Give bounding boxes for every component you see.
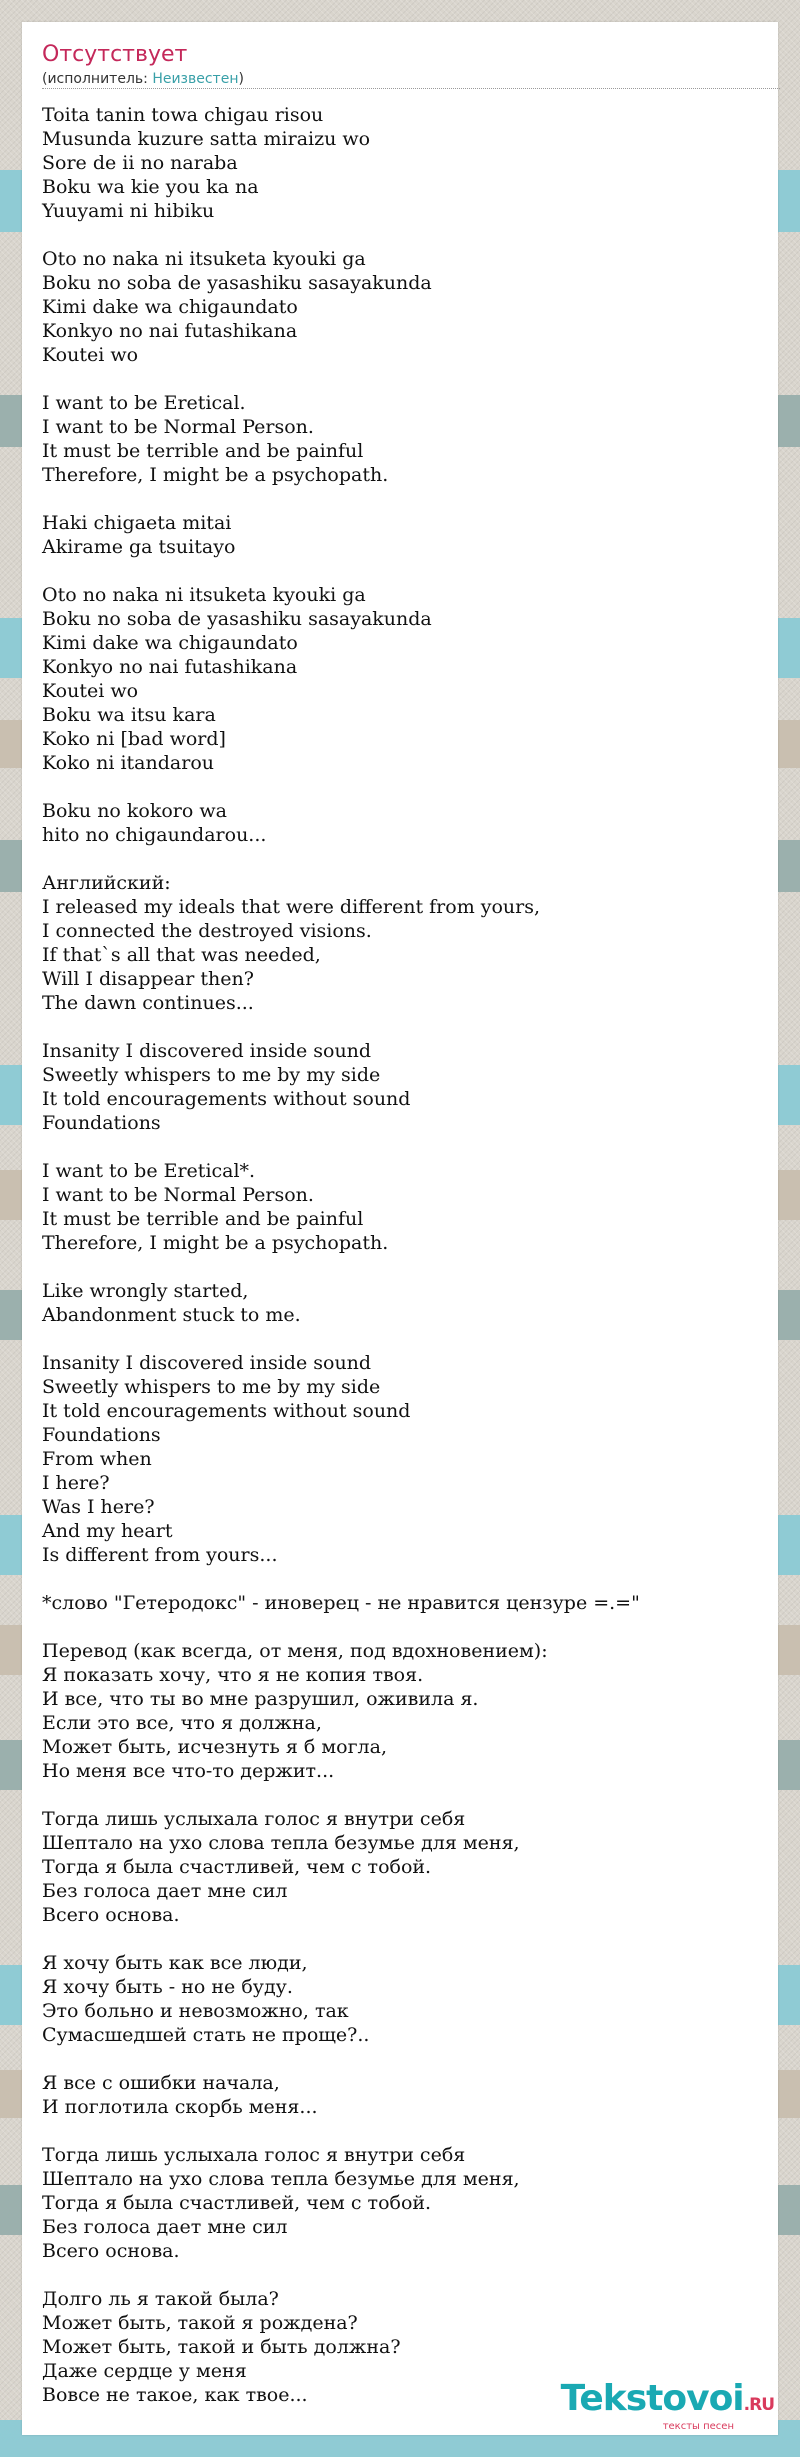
lyric-line: И все, что ты во мне разрушил, оживила я. bbox=[42, 1688, 479, 1710]
artist-prefix: (исполнитель: bbox=[42, 71, 153, 87]
lyric-line: Sore de ii no naraba bbox=[42, 152, 238, 174]
stanza-break bbox=[42, 2263, 762, 2287]
stanza-break bbox=[42, 487, 762, 511]
lyric-line: Therefore, I might be a psychopath. bbox=[42, 1232, 389, 1254]
lyric-line: Insanity I discovered inside sound bbox=[42, 1040, 372, 1062]
lyric-line: Boku no kokoro wa bbox=[42, 800, 227, 822]
lyric-line: The dawn continues... bbox=[42, 992, 254, 1014]
lyric-line: It must be terrible and be painful bbox=[42, 1208, 364, 1230]
lyric-line: Без голоса дает мне сил bbox=[42, 2216, 288, 2238]
stanza-break bbox=[42, 2119, 762, 2143]
lyric-line: Boku wa itsu kara bbox=[42, 704, 216, 726]
lyric-line: Foundations bbox=[42, 1112, 161, 1134]
lyric-line: It must be terrible and be painful bbox=[42, 440, 364, 462]
lyric-line: Тогда я была счастливей, чем с тобой. bbox=[42, 1856, 432, 1878]
lyric-line: Может быть, исчезнуть я б могла, bbox=[42, 1736, 387, 1758]
lyric-line: Boku no soba de yasashiku sasayakunda bbox=[42, 272, 432, 294]
stanza-break bbox=[42, 775, 762, 799]
lyric-line: Koutei wo bbox=[42, 344, 139, 366]
lyric-line: Но меня все что-то держит... bbox=[42, 1760, 335, 1782]
lyric-line: Может быть, такой я рождена? bbox=[42, 2312, 358, 2334]
lyric-line: Koutei wo bbox=[42, 680, 139, 702]
lyrics-card bbox=[22, 22, 778, 2435]
lyric-line: Долго ль я такой была? bbox=[42, 2288, 279, 2310]
artist-suffix: ) bbox=[238, 71, 244, 87]
lyric-line: Тогда лишь услыхала голос я внутри себя bbox=[42, 2144, 466, 2166]
lyric-line: I connected the destroyed visions. bbox=[42, 920, 372, 942]
lyric-line: Haki chigaeta mitai bbox=[42, 512, 232, 534]
lyric-line: And my heart bbox=[42, 1520, 173, 1542]
stanza-break bbox=[42, 1927, 762, 1951]
lyric-line: Сумасшедшей стать не проще?.. bbox=[42, 2024, 370, 2046]
lyric-line: Всего основа. bbox=[42, 1904, 180, 1926]
lyric-line: Is different from yours... bbox=[42, 1544, 278, 1566]
lyric-line: I want to be Normal Person. bbox=[42, 1184, 314, 1206]
stanza-break bbox=[42, 1567, 762, 1591]
lyric-line: Konkyo no nai futashikana bbox=[42, 656, 298, 678]
lyric-line: I released my ideals that were different from yours, bbox=[42, 896, 541, 918]
lyric-line: Без голоса дает мне сил bbox=[42, 1880, 288, 1902]
lyric-line: Will I disappear then? bbox=[42, 968, 254, 990]
logo-wordmark bbox=[561, 2379, 774, 2425]
lyric-line: Всего основа. bbox=[42, 2240, 180, 2262]
lyric-line: Шептало на ухо слова тепла безумье для меня, bbox=[42, 2168, 520, 2190]
lyric-line: Шептало на ухо слова тепла безумье для меня, bbox=[42, 1832, 520, 1854]
header-divider bbox=[42, 88, 780, 89]
lyric-line: Toita tanin towa chigau risou bbox=[42, 104, 324, 126]
lyric-line: Я хочу быть как все люди, bbox=[42, 1952, 308, 1974]
lyric-line: If that`s all that was needed, bbox=[42, 944, 321, 966]
lyric-line: Boku wa kie you ka na bbox=[42, 176, 259, 198]
stanza-break bbox=[42, 1255, 762, 1279]
stanza-break bbox=[42, 1615, 762, 1639]
stanza-break bbox=[42, 223, 762, 247]
lyric-line: Тогда я была счастливей, чем с тобой. bbox=[42, 2192, 432, 2214]
stanza-break bbox=[42, 559, 762, 583]
lyric-line: Like wrongly started, bbox=[42, 1280, 249, 1302]
stanza-break bbox=[42, 2047, 762, 2071]
lyric-line: Я показать хочу, что я не копия твоя. bbox=[42, 1664, 424, 1686]
artist-line bbox=[42, 70, 244, 88]
stanza-break bbox=[42, 1783, 762, 1807]
lyric-line: Therefore, I might be a psychopath. bbox=[42, 464, 389, 486]
lyric-line: Konkyo no nai futashikana bbox=[42, 320, 298, 342]
lyric-line: Koko ni [bad word] bbox=[42, 728, 226, 750]
lyric-line: Musunda kuzure satta miraizu wo bbox=[42, 128, 371, 150]
lyric-line: I here? bbox=[42, 1472, 110, 1494]
lyric-line: Abandonment stuck to me. bbox=[42, 1304, 301, 1326]
lyric-line: Kimi dake wa chigaundato bbox=[42, 296, 298, 318]
lyric-line: Я хочу быть - но не буду. bbox=[42, 1976, 293, 1998]
lyric-line: Oto no naka ni itsuketa kyouki ga bbox=[42, 584, 366, 606]
stanza-break bbox=[42, 367, 762, 391]
lyric-line: И поглотила скорбь меня... bbox=[42, 2096, 318, 2118]
lyric-line: Если это все, что я должна, bbox=[42, 1712, 322, 1734]
logo-name: Tekstovoi bbox=[560, 2378, 744, 2419]
lyric-line: Вовсе не такое, как твое... bbox=[42, 2384, 308, 2406]
lyric-line: hito no chigaundarou... bbox=[42, 824, 267, 846]
site-logo[interactable] bbox=[561, 2379, 774, 2433]
stanza-break bbox=[42, 1015, 762, 1039]
lyric-line: Oto no naka ni itsuketa kyouki ga bbox=[42, 248, 366, 270]
lyric-line: Может быть, такой и быть должна? bbox=[42, 2336, 401, 2358]
stanza-break bbox=[42, 1135, 762, 1159]
lyric-line: Kimi dake wa chigaundato bbox=[42, 632, 298, 654]
lyric-line: Akirame ga tsuitayo bbox=[42, 536, 236, 558]
lyric-line: Insanity I discovered inside sound bbox=[42, 1352, 372, 1374]
artist-link[interactable]: Неизвестен bbox=[152, 71, 239, 87]
stanza-break bbox=[42, 847, 762, 871]
lyric-line: Тогда лишь услыхала голос я внутри себя bbox=[42, 1808, 466, 1830]
lyric-line: Yuuyami ni hibiku bbox=[42, 200, 215, 222]
lyric-line: Я все с ошибки начала, bbox=[42, 2072, 280, 2094]
lyric-line: Sweetly whispers to me by my side bbox=[42, 1064, 381, 1086]
lyric-line: Английский: bbox=[42, 872, 171, 894]
lyric-line: Это больно и невозможно, так bbox=[42, 2000, 349, 2022]
lyric-line: Boku no soba de yasashiku sasayakunda bbox=[42, 608, 432, 630]
lyric-line: Foundations bbox=[42, 1424, 161, 1446]
lyric-line: I want to be Eretical*. bbox=[42, 1160, 256, 1182]
lyric-line: I want to be Normal Person. bbox=[42, 416, 314, 438]
lyric-line: From when bbox=[42, 1448, 152, 1470]
lyric-line: It told encouragements without sound bbox=[42, 1088, 411, 1110]
lyric-line: Sweetly whispers to me by my side bbox=[42, 1376, 381, 1398]
lyric-line: *слово "Гетеродокс" - иноверец - не нравится цензуре =.=" bbox=[42, 1592, 640, 1614]
logo-tagline: тексты песен bbox=[662, 2421, 734, 2432]
lyric-line: Was I here? bbox=[42, 1496, 155, 1518]
lyrics-text bbox=[42, 103, 762, 2407]
lyric-line: It told encouragements without sound bbox=[42, 1400, 411, 1422]
lyric-line: Перевод (как всегда, от меня, под вдохновением): bbox=[42, 1640, 548, 1662]
logo-domain: .RU bbox=[743, 2395, 774, 2415]
lyric-line: Koko ni itandarou bbox=[42, 752, 214, 774]
stanza-break bbox=[42, 1327, 762, 1351]
lyric-line: I want to be Eretical. bbox=[42, 392, 246, 414]
song-title: Отсутствует bbox=[42, 42, 188, 67]
lyric-line: Даже сердце у меня bbox=[42, 2360, 247, 2382]
